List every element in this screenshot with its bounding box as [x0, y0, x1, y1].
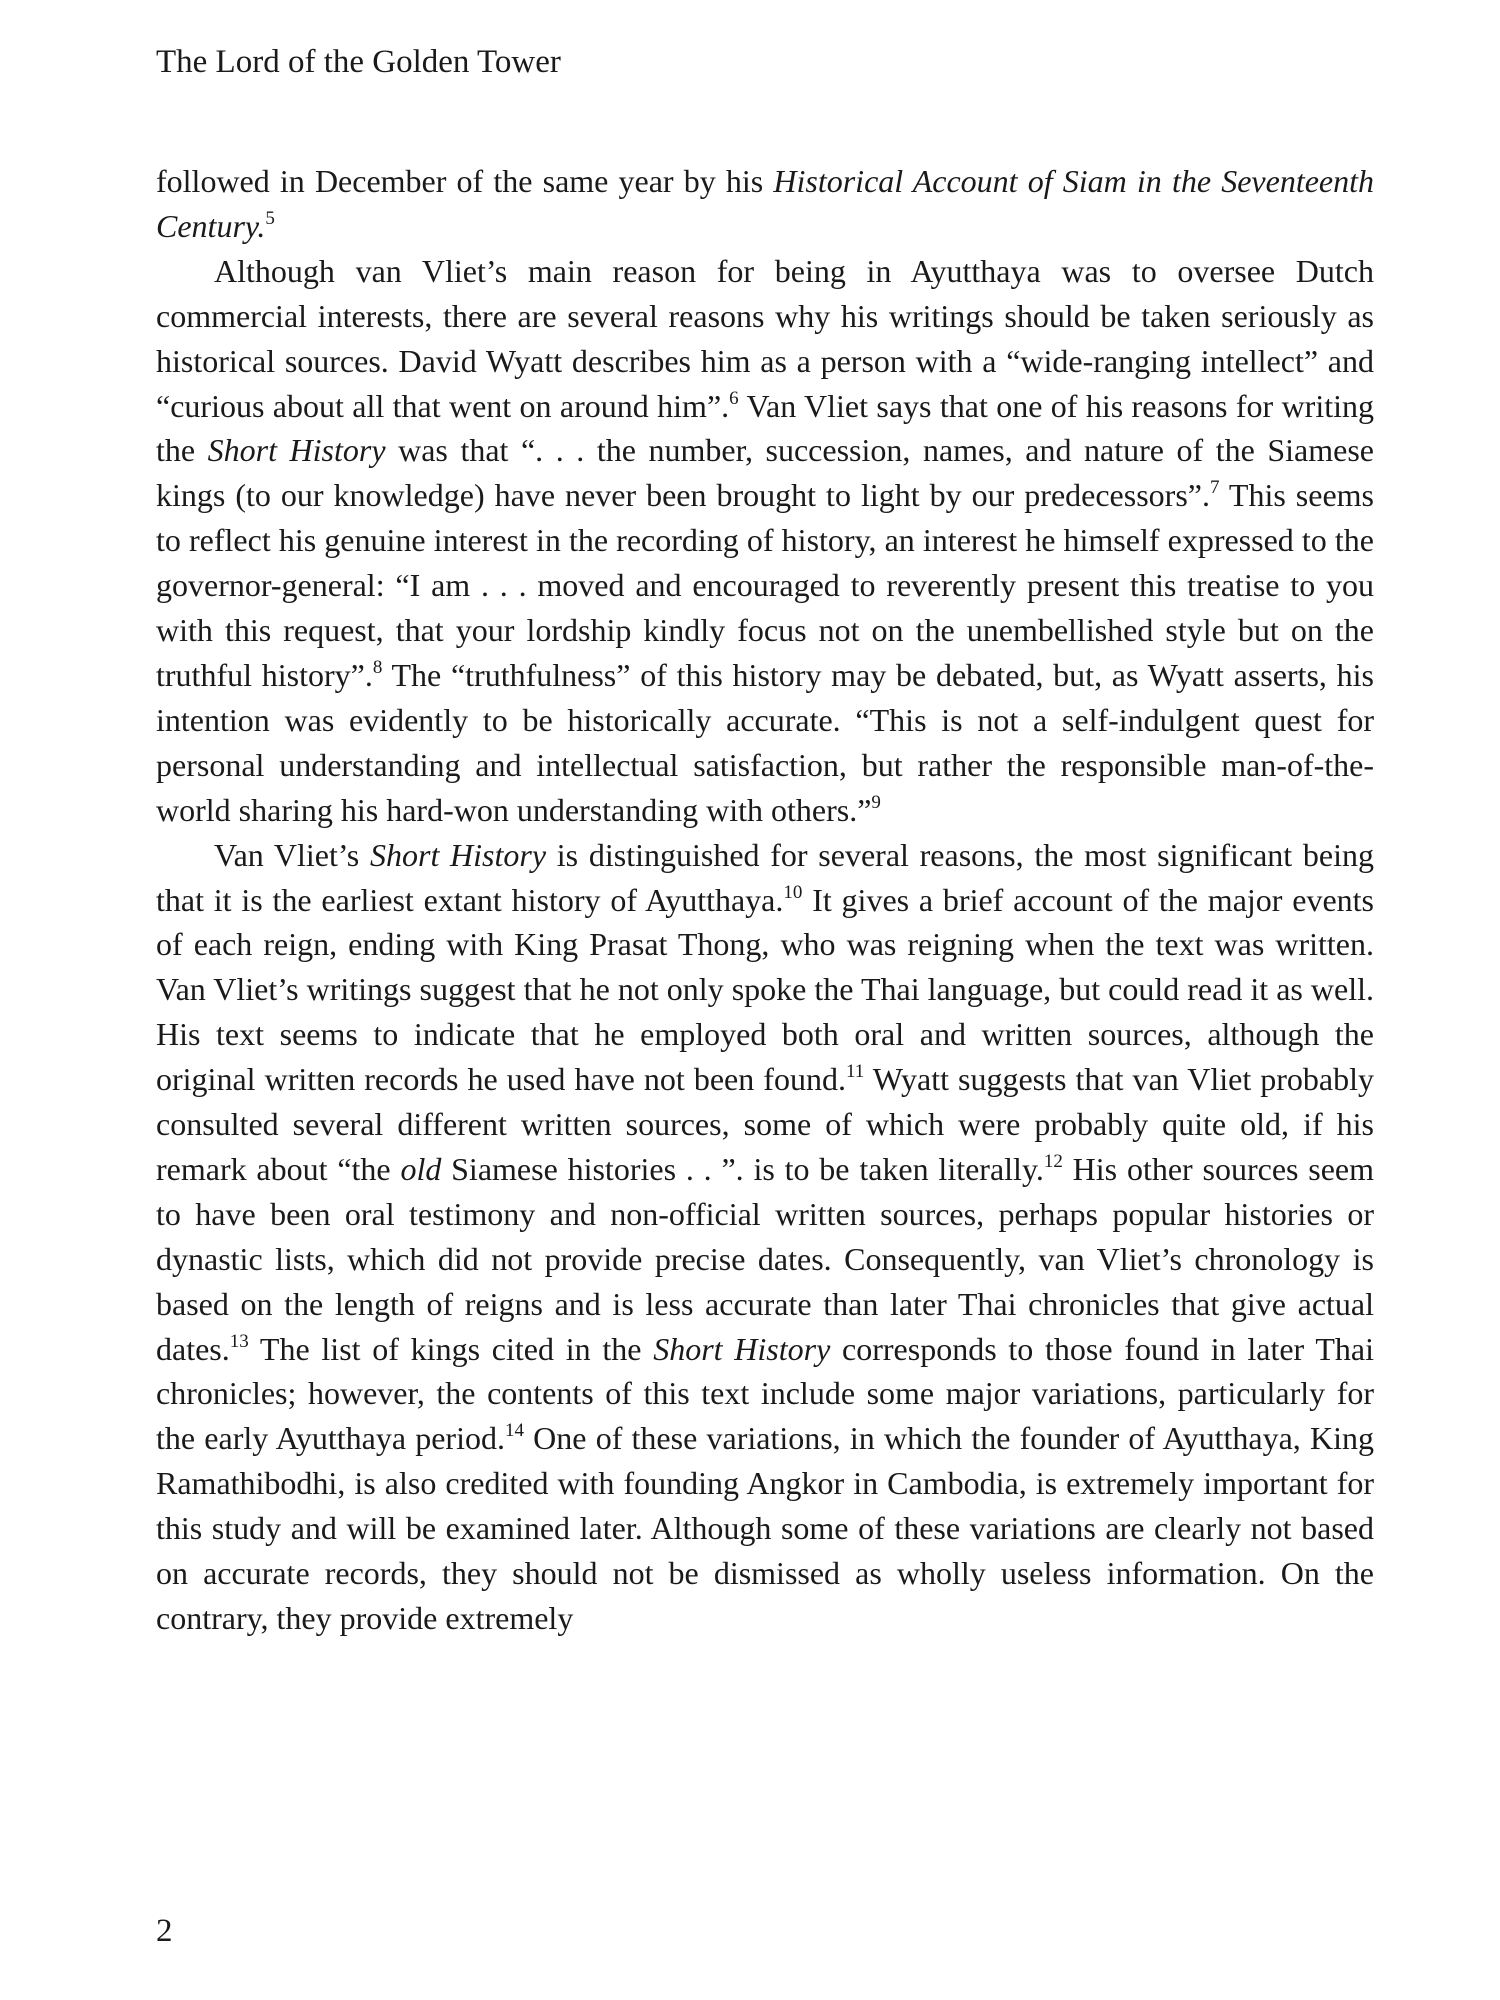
text-run: The list of kings cited in the [248, 1330, 654, 1367]
footnote-ref: 14 [504, 1420, 524, 1442]
footnote-ref: 7 [1209, 477, 1220, 499]
text-run: Wyatt suggests that van Vliet probably consulted several different written sources, some of which were probably quite old, if his remark about “the [156, 1061, 1374, 1187]
text-run: Siamese histories . . ”. is to be taken literally. [441, 1150, 1044, 1187]
italic-word: old [400, 1150, 442, 1187]
text-run: This seems to reflect his genuine interest in the recording of history, an interest he himself expressed to the governor-general: “I am . . . moved and encouraged to reverently present this treatise to you with this request, that your lordship kindly focus not on the unembellished style but on the truthful history”. [156, 477, 1375, 693]
text-run: is distinguished for several reasons, the most significant being that it is the earliest extant history of Ayutthaya. [156, 836, 1375, 918]
italic-title: Short History [207, 432, 386, 469]
italic-title: Short History [653, 1330, 831, 1367]
paragraph-2 [156, 249, 1374, 833]
footnote-ref: 10 [783, 881, 803, 903]
italic-title: Short History [369, 836, 547, 873]
text-run: Van Vliet says that one of his reasons for writing the [156, 387, 1374, 469]
italic-title: Historical Account of Siam in the Seventeenth Century. [156, 163, 1375, 244]
footnote-ref: 13 [229, 1330, 249, 1352]
footnote-ref: 8 [372, 656, 383, 678]
footnote-ref: 11 [845, 1061, 865, 1083]
footnote-ref: 9 [871, 791, 881, 813]
text-run: Although van Vliet’s main reason for being in Ayutthaya was to oversee Dutch commercial interests, there are several reasons why his writings should be taken seriously as historical sources. David Wyatt describes him as a person with a “wide-ranging intellect” and “curious about all that went on around him”. [156, 252, 1374, 424]
paragraph-3 [156, 833, 1374, 1641]
footnote-ref: 5 [265, 207, 275, 229]
text-run: It gives a brief account of the major events of each reign, ending with King Prasat Thong, who was reigning when the text was written. Van Vliet’s writings suggest that he not only spoke the Thai language, but could read it as well. His text seems to indicate that he employed both oral and written sources, although the original written records he used have not been found. [156, 881, 1375, 1098]
footnote-ref: 12 [1043, 1150, 1063, 1172]
text-run: corresponds to those found in later Thai chronicles; however, the contents of this text include some major variations, particularly for the early Ayutthaya period. [156, 1330, 1375, 1457]
text-run: His other sources seem to have been oral testimony and non-official written sources, perhaps popular histories or dynastic lists, which did not provide precise dates. Consequently, van Vliet’s chronology is based on the length of reigns and is less accurate than later Thai chronicles that give actual dates. [156, 1150, 1375, 1367]
text-run: The “truthfulness” of this history may be debated, but, as Wyatt asserts, his intention was evidently to be historically accurate. “This is not a self-indulgent quest for personal understanding and intellectual satisfaction, but rather the responsible man-of-the-world sharing his hard-won understanding with others.” [156, 656, 1374, 828]
paragraph-1 [156, 159, 1374, 249]
text-run: One of these variations, in which the founder of Ayutthaya, King Ramathibodhi, is also credited with founding Angkor in Cambodia, is extremely important for this study and will be examined later. Although some of these variations are clearly not based on accurate records, they should not be dismissed as wholly useless information. On the contrary, they provide extremely [156, 1420, 1375, 1636]
running-head: The Lord of the Golden Tower [156, 44, 561, 80]
text-run: Van Vliet’s [214, 836, 370, 873]
footnote-ref: 6 [729, 387, 739, 409]
text-run: was that “. . . the number, succession, names, and nature of the Siamese kings (to our knowledge) have never been brought to light by our predecessors”. [156, 432, 1375, 514]
text-run: followed in December of the same year by his [156, 163, 774, 199]
page-number: 2 [156, 1913, 173, 1949]
body-text [156, 159, 1374, 1641]
